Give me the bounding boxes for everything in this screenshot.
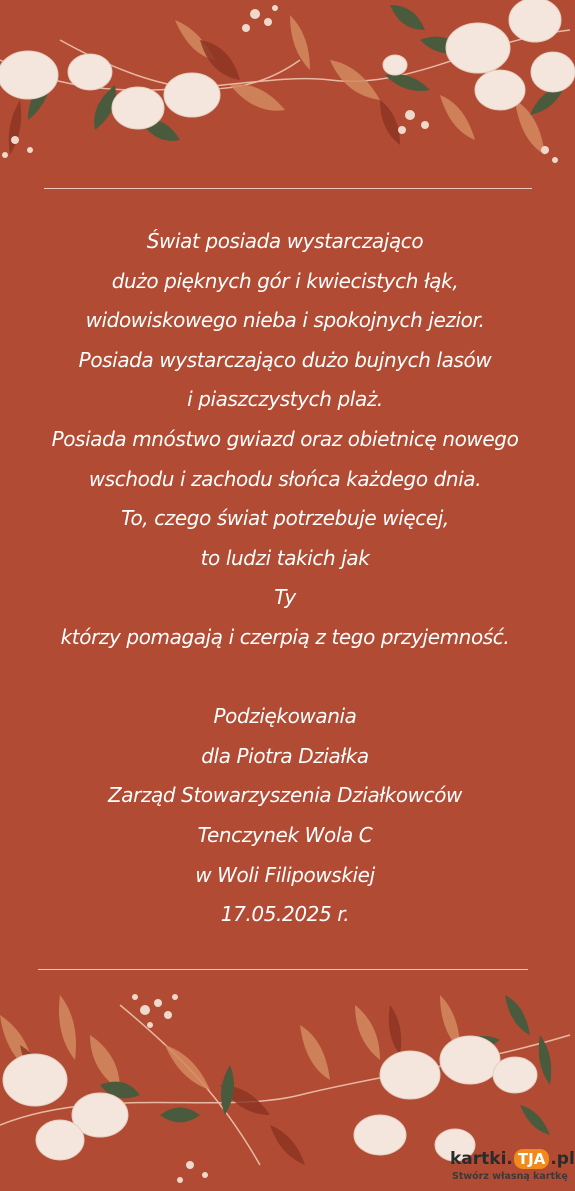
signature-date: 17.05.2025 r. (220, 902, 350, 927)
poem-line: którzy pomagają i czerpią z tego przyjemność. (60, 624, 510, 649)
logo-tagline: Stwórz własną kartkę (452, 1171, 568, 1182)
poem-line: dużo pięknych gór i kwiecistych łąk, (111, 268, 459, 293)
signature-line: w Woli Filipowskiej (195, 862, 375, 887)
kartki-logo[interactable] (450, 1147, 575, 1189)
poem-line: widowiskowego nieba i spokojnych jezior. (85, 308, 485, 333)
spacer (20, 658, 550, 698)
logo-badge: TJA (514, 1149, 549, 1169)
poem-line: Świat posiada wystarczająco (146, 229, 424, 253)
poem-line: i piaszczystych plaż. (187, 387, 383, 412)
signature-line: dla Piotra Działka (201, 743, 369, 768)
poem-line: To, czego świat potrzebuje więcej, (121, 506, 449, 531)
poem-text (20, 222, 550, 935)
divider-top (44, 188, 532, 189)
floral-garland-top-icon (0, 0, 570, 175)
poem-line: Posiada mnóstwo gwiazd oraz obietnicę nowego (51, 426, 519, 451)
signature-line: Zarząd Stowarzyszenia Działkowców (107, 783, 463, 808)
poem-line: to ludzi takich jak (200, 545, 370, 570)
poem-line: wschodu i zachodu słońca każdego dnia. (88, 466, 482, 491)
poem-line: Posiada wystarczająco dużo bujnych lasów (78, 347, 492, 372)
logo-suffix: .pl (550, 1149, 575, 1169)
signature-line: Podziękowania (213, 704, 357, 729)
logo-wordmark (450, 1147, 575, 1171)
signature-line: Tenczynek Wola C (197, 822, 373, 847)
logo-prefix: kartki. (450, 1149, 513, 1169)
poem-line: Ty (274, 585, 296, 610)
divider-bottom (38, 969, 528, 970)
